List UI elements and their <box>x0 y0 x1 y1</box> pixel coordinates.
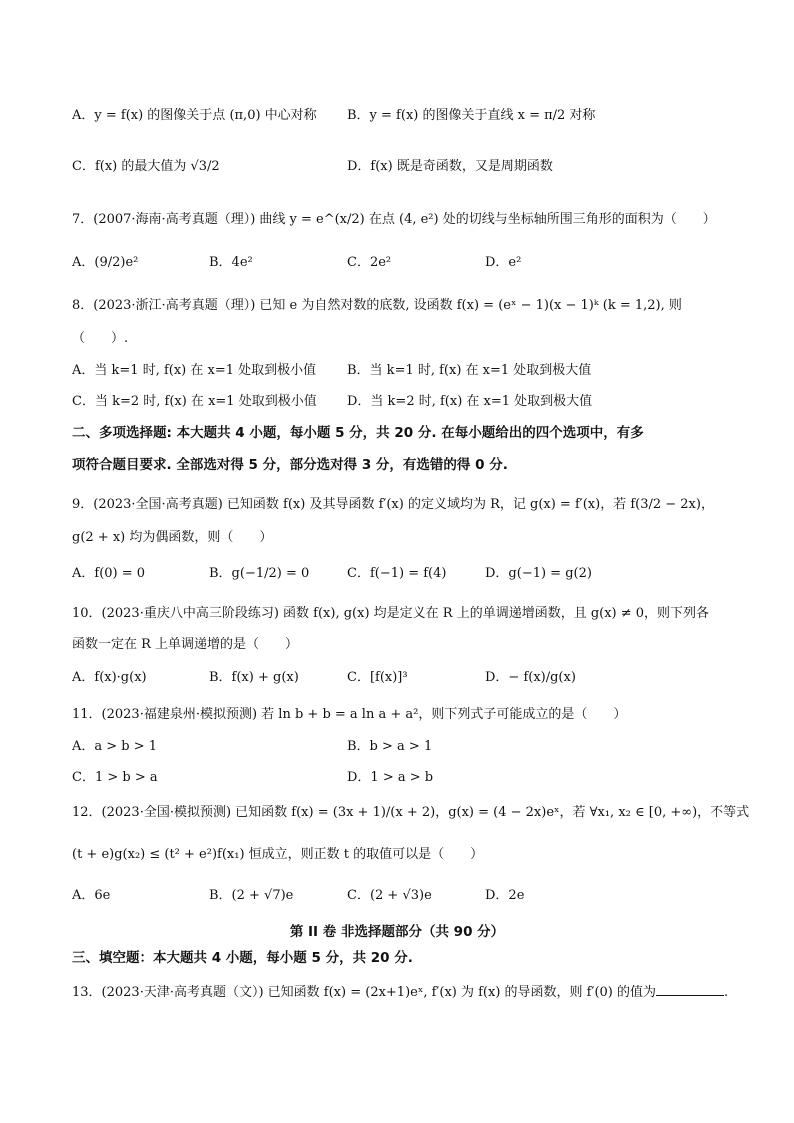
q9-option-a: A．f(0) = 0 <box>72 566 146 581</box>
q9-option-b: B．g(−1/2) = 0 <box>209 566 310 581</box>
q10-option-c: C．[f(x)]³ <box>347 670 408 685</box>
q10-stem: 10．(2023·重庆八中高三阶段练习) 函数 f(x), g(x) 均是定义在 R 上的单调递增函数，且 g(x) ≠ 0，则下列各 <box>72 606 710 621</box>
q11-options-row-1 <box>72 738 734 758</box>
section-2-heading-line-1: 二、多项选择题: 本大题共 4 小题，每小题 5 分，共 20 分. 在每小题给出的四个选项中，有多 <box>72 425 644 441</box>
section-3-heading: 三、填空题：本大题共 4 小题，每小题 5 分，共 20 分. <box>72 950 413 966</box>
q13-answer-blank[interactable] <box>656 981 724 996</box>
q9-stem: 9．(2023·全国·高考真题) 已知函数 f(x) 及其导函数 f′(x) 的定义域均为 R，记 g(x) = f′(x)，若 f(3/2 − 2x)， <box>72 497 714 512</box>
q12-options <box>72 887 734 907</box>
q12-stem: 12．(2023·全国·模拟预测) 已知函数 f(x) = (3x + 1)/(x + 2)，g(x) = (4 − 2x)eˣ，若 ∀x₁, x₂ ∈ [0, +∞)，不等式 <box>72 805 750 820</box>
q11-option-d: D．1 > a > b <box>347 770 434 785</box>
q12-option-c: C．(2 + √3)e <box>347 888 432 903</box>
q6-options-row-2 <box>72 158 734 178</box>
q7-option-a: A．(9/2)e² <box>72 255 139 270</box>
q10-options <box>72 669 734 689</box>
q10-option-d: D．− f(x)/g(x) <box>485 670 576 685</box>
q8-option-a: A．当 k=1 时, f(x) 在 x=1 处取到极小值 <box>72 363 317 378</box>
q8-option-c: C．当 k=2 时, f(x) 在 x=1 处取到极小值 <box>72 394 317 409</box>
q7-option-d: D．e² <box>485 255 522 270</box>
q11-option-b: B．b > a > 1 <box>347 739 433 754</box>
q12-option-b: B．(2 + √7)e <box>209 888 294 903</box>
q9-options <box>72 565 734 585</box>
q9-option-d: D．g(−1) = g(2) <box>485 566 592 581</box>
q6-options-row-1 <box>72 107 734 127</box>
part-2-title: 第 II 卷 非选择题部分（共 90 分） <box>289 924 505 940</box>
section-2-heading-line-2: 项符合题目要求. 全部选对得 5 分，部分选对得 3 分，有选错的得 0 分. <box>72 457 508 473</box>
q8-options-row-1 <box>72 362 734 382</box>
q13-line <box>72 981 734 1002</box>
q11-option-c: C．1 > b > a <box>72 770 158 785</box>
q9-option-c: C．f(−1) = f(4) <box>347 566 447 581</box>
q13-stem: 13．(2023·天津·高考真题（文）) 已知函数 f(x) = (2x+1)eˣ, f′(x) 为 f(x) 的导函数，则 f′(0) 的值为 <box>72 985 656 1000</box>
q8-stem: 8．(2023·浙江·高考真题（理）) 已知 e 为自然对数的底数, 设函数 f(x) = (eˣ − 1)(x − 1)ᵏ (k = 1,2), 则 <box>72 298 682 313</box>
q12-option-d: D．2e <box>485 888 525 903</box>
q7-options <box>72 254 734 274</box>
q12-option-a: A．6e <box>72 888 111 903</box>
q10-option-b: B．f(x) + g(x) <box>209 670 299 685</box>
q7-option-b: B．4e² <box>209 255 253 270</box>
q6-option-d: D．f(x) 既是奇函数，又是周期函数 <box>347 159 553 174</box>
q6-option-b: B．y = f(x) 的图像关于直线 x = π/2 对称 <box>347 108 596 123</box>
q8-stem-cont: （ ）. <box>72 331 129 346</box>
q7-stem: 7．(2007·海南·高考真题（理）) 曲线 y = e^(x/2) 在点 (4, e²) 处的切线与坐标轴所围三角形的面积为（ ） <box>72 212 716 227</box>
q12-stem-cont: (t + e)g(x₂) ≤ (t² + e²)f(x₁) 恒成立，则正数 t 的取值可以是（ ） <box>72 847 484 862</box>
q10-stem-cont: 函数一定在 R 上单调递增的是（ ） <box>72 637 299 652</box>
q9-stem-cont: g(2 + x) 均为偶函数，则（ ） <box>72 530 273 545</box>
q8-option-d: D．当 k=2 时, f(x) 在 x=1 处取到极大值 <box>347 394 593 409</box>
q8-options-row-2 <box>72 393 734 413</box>
q13-end: . <box>724 985 729 1000</box>
q7-option-c: C．2e² <box>347 255 392 270</box>
q11-stem: 11．(2023·福建泉州·模拟预测) 若 ln b + b = a ln a + a²，则下列式子可能成立的是（ ） <box>72 707 627 722</box>
q8-option-b: B．当 k=1 时, f(x) 在 x=1 处取到极大值 <box>347 363 592 378</box>
q10-option-a: A．f(x)·g(x) <box>72 670 147 685</box>
q6-option-a: A．y = f(x) 的图像关于点 (π,0) 中心对称 <box>72 108 317 123</box>
q11-option-a: A．a > b > 1 <box>72 739 158 754</box>
q6-option-c: C．f(x) 的最大值为 √3/2 <box>72 159 220 174</box>
q11-options-row-2 <box>72 769 734 789</box>
